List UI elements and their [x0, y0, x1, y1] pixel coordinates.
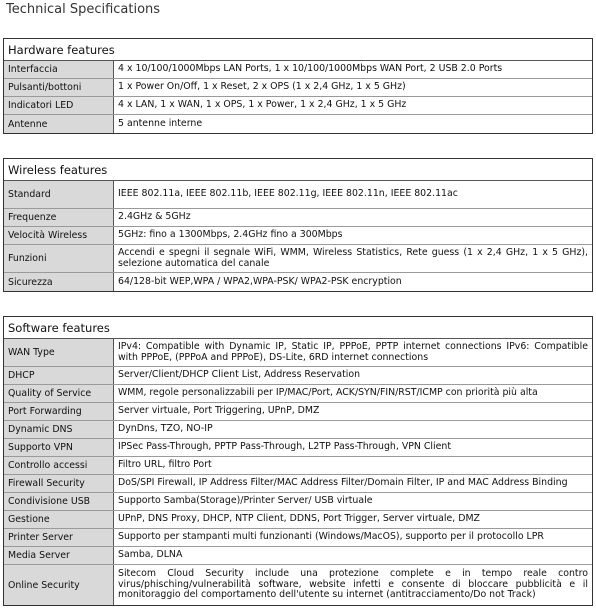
table-row [4, 209, 592, 227]
row-label: Controllo accessi [4, 457, 114, 474]
row-value [114, 339, 592, 366]
table-row [4, 115, 592, 133]
table-row [4, 273, 592, 291]
row-value: 5 antenne interne [118, 117, 203, 129]
row-value: Server virtuale, Port Triggering, UPnP, DMZ [118, 405, 320, 417]
table-row [4, 493, 592, 511]
table-row [4, 439, 592, 457]
table-row [4, 367, 592, 385]
table-row [4, 385, 592, 403]
row-label: Quality of Service [4, 385, 114, 402]
row-label: DHCP [4, 367, 114, 384]
row-value: IPSec Pass-Through, PPTP Pass-Through, L2TP Pass-Through, VPN Client [118, 441, 452, 453]
row-label: Port Forwarding [4, 403, 114, 420]
row-label: Standard [4, 181, 114, 208]
table-row [4, 79, 592, 97]
row-value-text: Sitecom Cloud Security include una protezione complete e in tempo reale contro virus/phisching/vulnerabilità software, website infetti e consente di bloccare pubblicità e il monitoraggio del comportamento dell'utente su internet (antitracciamento/Do not Track) [118, 568, 588, 601]
table-row [4, 61, 592, 79]
table-row [4, 457, 592, 475]
table-row [4, 547, 592, 565]
row-value-text: IPv4: Compatible with Dynamic IP, Static IP, PPPoE, PPTP internet connections IPv6: Compatible with PPPoE, (PPPoA and PPPoE), DS-Lite, 6RD internet connections [118, 341, 588, 363]
row-value: WMM, regole personalizzabili per IP/MAC/Port, ACK/SYN/FIN/RST/ICMP con priorità più alta [118, 387, 538, 399]
row-label: Frequenze [4, 209, 114, 226]
section-heading: Wireless features [4, 159, 592, 181]
row-label: Online Security [4, 565, 114, 605]
hardware-features-table [3, 38, 593, 134]
row-value: DynDns, TZO, NO-IP [118, 423, 213, 435]
row-label: Supporto VPN [4, 439, 114, 456]
software-features-table [3, 316, 593, 606]
row-value: Supporto Samba(Storage)/Printer Server/ USB virtuale [118, 495, 373, 507]
row-label: Interfaccia [4, 61, 114, 78]
row-value: Filtro URL, filtro Port [118, 459, 212, 471]
row-value-text: Accendi e spegni il segnale WiFi, WMM, Wireless Statistics, Rete guess (1 x 2,4 GHz, 1 x 5 GHz), selezione automatica del canale [118, 247, 588, 269]
row-label: Velocità Wireless [4, 227, 114, 244]
row-value: 64/128-bit WEP,WPA / WPA2,WPA-PSK/ WPA2-PSK encryption [118, 275, 402, 287]
row-value: UPnP, DNS Proxy, DHCP, NTP Client, DDNS, Port Trigger, Server virtuale, DMZ [118, 513, 480, 525]
row-value: Samba, DLNA [118, 549, 183, 561]
table-row [4, 245, 592, 273]
row-value: 2.4GHz & 5GHz [118, 211, 191, 223]
row-value [114, 245, 592, 272]
section-heading: Software features [4, 317, 592, 339]
row-label: Condivisione USB [4, 493, 114, 510]
row-value: Supporto per stampanti multi funzionanti (Windows/MacOS), supporto per il protocollo LPR [118, 531, 544, 543]
table-row [4, 181, 592, 209]
page-title: Technical Specifications [6, 2, 161, 17]
row-label: Gestione [4, 511, 114, 528]
table-row [4, 529, 592, 547]
row-label: Media Server [4, 547, 114, 564]
table-row [4, 475, 592, 493]
row-value: Server/Client/DHCP Client List, Address Reservation [118, 369, 361, 381]
row-label: Dynamic DNS [4, 421, 114, 438]
row-label: Antenne [4, 115, 114, 133]
table-row [4, 421, 592, 439]
row-label: Indicatori LED [4, 97, 114, 114]
table-row [4, 511, 592, 529]
row-label: Pulsanti/bottoni [4, 79, 114, 96]
row-value: 1 x Power On/Off, 1 x Reset, 2 x OPS (1 x 2,4 GHz, 1 x 5 GHz) [118, 81, 406, 93]
row-label: Sicurezza [4, 273, 114, 291]
row-value [114, 565, 592, 605]
row-label: WAN Type [4, 339, 114, 366]
row-label: Firewall Security [4, 475, 114, 492]
section-heading: Hardware features [4, 39, 592, 61]
table-row [4, 565, 592, 605]
row-value: 4 x 10/100/1000Mbps LAN Ports, 1 x 10/100/1000Mbps WAN Port, 2 USB 2.0 Ports [118, 63, 503, 75]
row-label: Funzioni [4, 245, 114, 272]
row-value: 5GHz: fino a 1300Mbps, 2.4GHz fino a 300Mbps [118, 229, 343, 241]
row-value: DoS/SPI Firewall, IP Address Filter/MAC Address Filter/Domain Filter, IP and MAC Address Binding [118, 477, 568, 489]
row-value: IEEE 802.11a, IEEE 802.11b, IEEE 802.11g, IEEE 802.11n, IEEE 802.11ac [118, 188, 458, 200]
table-row [4, 227, 592, 245]
wireless-features-table [3, 158, 593, 292]
row-label: Printer Server [4, 529, 114, 546]
table-row [4, 403, 592, 421]
table-row [4, 97, 592, 115]
row-value: 4 x LAN, 1 x WAN, 1 x OPS, 1 x Power, 1 x 2,4 GHz, 1 x 5 GHz [118, 99, 407, 111]
table-row [4, 339, 592, 367]
